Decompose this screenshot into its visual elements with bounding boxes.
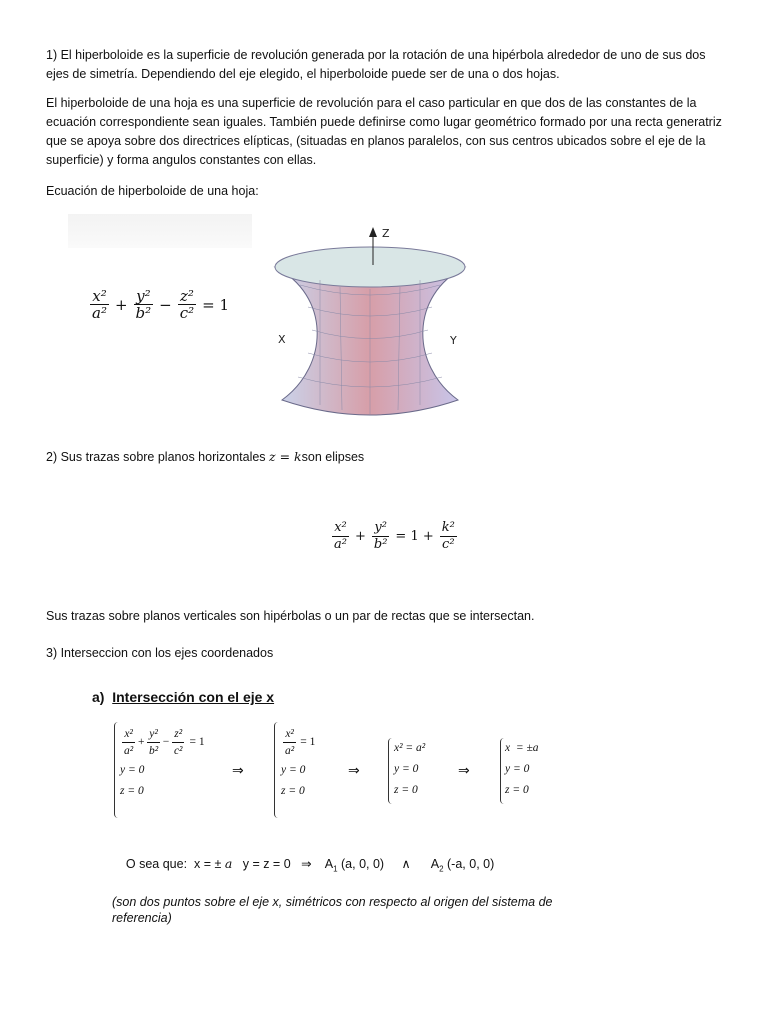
ellipse-trace-equation: $\frac{\text{x²}}{\text{a²}}$ + $\frac{\text{y²}}{\text{b²}}$ = 1 + $\frac{\text{k²}}{\text{c²}}$ [334, 520, 455, 552]
conclusion-text: O sea que: x = ± a y = z = 0 ⇒ $A_1$ (a, 0, 0) ∧ $A_2$ (-a, 0, 0) (son dos puntos sobre el eje x, simétricos con respecto al origen del sistema de referencia) [112, 840, 582, 926]
paragraph-one-sheet: El hiperboloide de una hoja es una superficie de revolución para el caso particular en que dos de las constantes de la ecuación correspondiente sean iguales. También puede definirse como lugar geométrico formado por una recta generatriz que se apoya sobre dos directrices elípticas, (situadas en planos paralelos, con sus centros ubicados sobre el eje de la superficie) y forma angulos constantes con ellas. [46, 96, 722, 167]
paragraph-vertical-traces: Sus trazas sobre planos verticales son hipérbolas o un par de rectas que se intersectan. [46, 609, 535, 623]
paragraph-definition: 1) El hiperboloide es la superficie de revolución generada por la rotación de una hipérbola alrededor de uno de sus dos ejes de simetría. Dependiendo del eje elegido, el hiperboloide puede ser de una o dos hojas. [46, 48, 706, 81]
paragraph-equation-heading: Ecuación de hiperboloide de una hoja: [46, 184, 259, 198]
system-2-brace [274, 722, 281, 818]
implies-arrow-1: ⇒ [232, 763, 244, 779]
conclusion-note: (son dos puntos sobre el eje x, simétricos con respecto al origen del sistema de referencia) [112, 894, 553, 925]
axis-label-z: Z [382, 227, 390, 240]
hyperboloid-equation: $\frac{\text{x²}}{\text{a²}}$ + $\frac{\text{y²}}{\text{b²}}$ − $\frac{\text{z²}}{\text{c²}}$ = 1 [92, 287, 230, 322]
system-1: $\frac{\text{x²}}{\text{a²}}$ + $\frac{\text{y²}}{\text{b²}}$ − $\frac{\text{z²}}{\text{c²}}$ = 1 y = 0 z = 0 [120, 727, 205, 797]
system-2: $\frac{\text{x²}}{\text{a²}}$ = 1 y = 0 z = 0 [281, 727, 316, 797]
paragraph-horizontal-traces: 2) Sus trazas sobre planos horizontales z = kson elipses [46, 449, 365, 464]
hyperboloid-figure [270, 225, 470, 435]
image-background-strip [68, 214, 252, 248]
implies-arrow-2: ⇒ [348, 763, 360, 779]
system-4: x = ±a y = 0 z = 0 [505, 742, 539, 796]
section-a-heading: a) Intersección con el eje x [92, 689, 275, 705]
implies-arrow-3: ⇒ [458, 763, 470, 779]
axis-label-y: Y [450, 334, 457, 347]
axis-label-x: X [278, 333, 286, 346]
system-3: x² = a² y = 0 z = 0 [394, 742, 426, 796]
paragraph-axis-intersection: 3) Interseccion con los ejes coordenados [46, 646, 274, 660]
